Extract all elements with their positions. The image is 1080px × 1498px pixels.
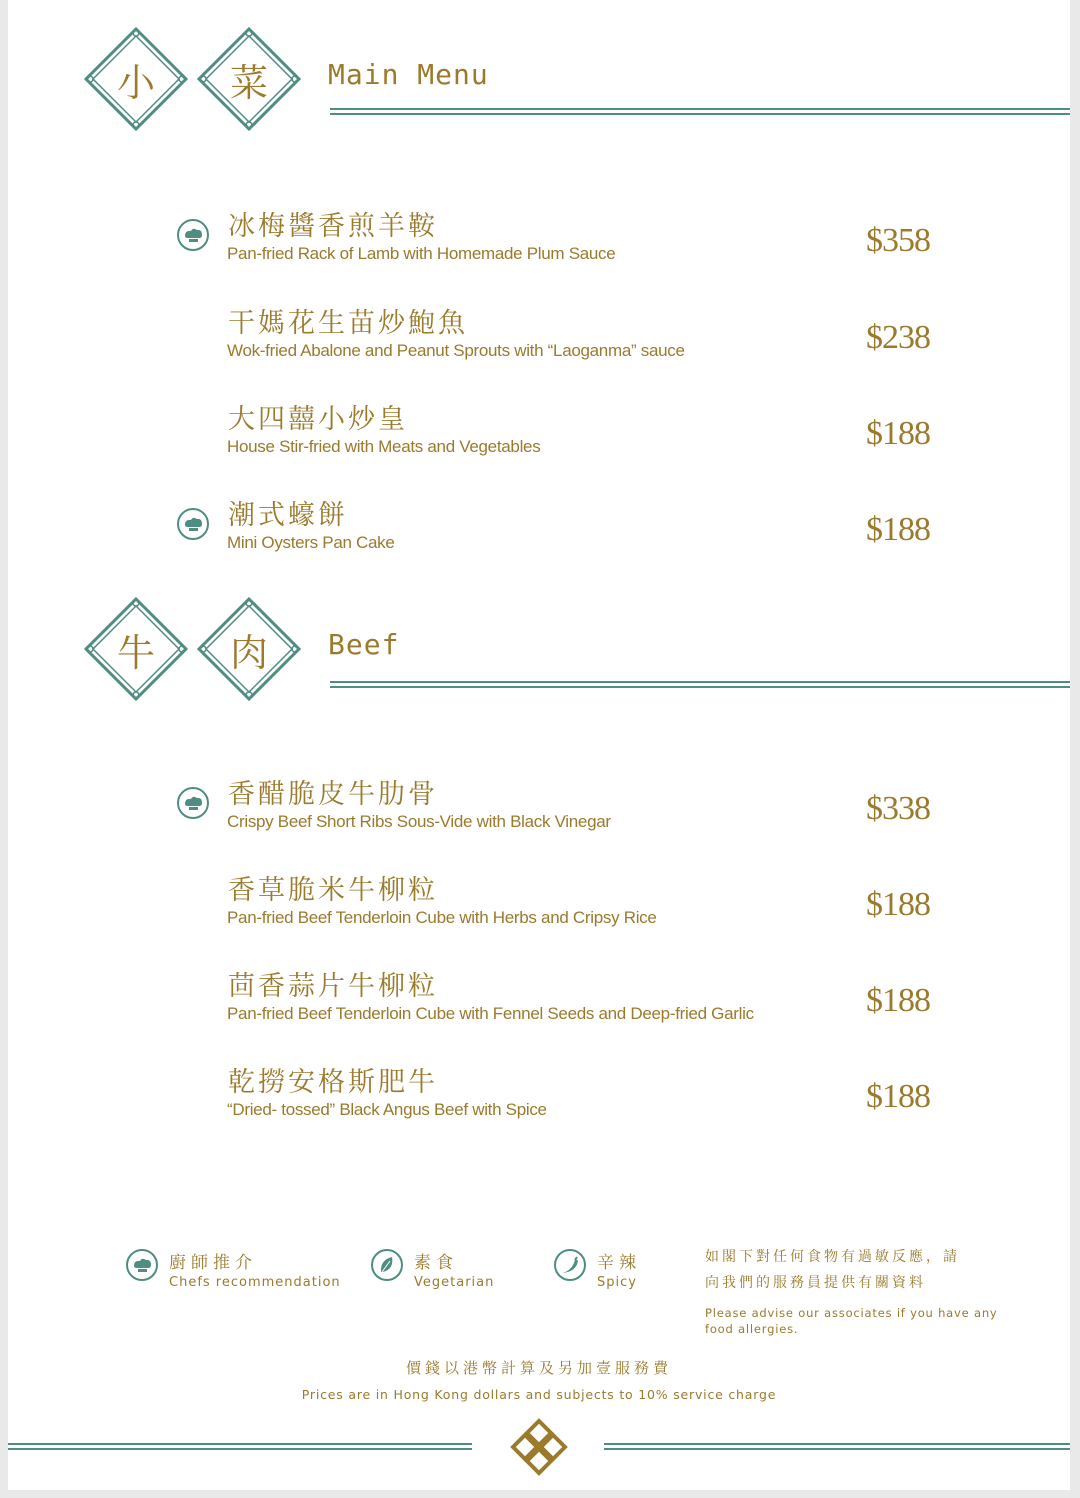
dish-name-zh: 干媽花生苗炒鮑魚 (228, 308, 468, 339)
section-title: Beef (328, 628, 400, 661)
dish-name-en: Pan-fried Rack of Lamb with Homemade Plum Sauce (227, 244, 616, 263)
allergy-zh-line2: 向我們的服務員提供有關資料 (705, 1275, 926, 1291)
chef-hat-icon (176, 507, 210, 541)
legend-label-zh: 素食 (414, 1253, 458, 1273)
dish-price: $188 (866, 415, 930, 452)
allergy-en-line1: Please advise our associates if you have any (705, 1306, 998, 1320)
chef-hat-icon (176, 218, 210, 252)
dish-name-zh: 潮式蠔餅 (228, 500, 348, 531)
price-note-en: Prices are in Hong Kong dollars and subjects to 10% service charge (301, 1387, 777, 1402)
dish-price: $188 (866, 886, 930, 923)
legend-label-en: Spicy (597, 1275, 637, 1290)
section-char-badge (84, 27, 188, 131)
dish-name-zh: 茴香蒜片牛柳粒 (228, 971, 438, 1002)
menu-item (8, 493, 1070, 573)
dish-name-zh: 大四囍小炒皇 (228, 404, 408, 435)
menu-item (8, 868, 1070, 948)
allergy-en-line2: food allergies. (705, 1322, 799, 1336)
section-char-badge (84, 597, 188, 701)
section-char-badge (197, 597, 301, 701)
price-note-zh: 價錢以港幣計算及另加壹服務費 (405, 1359, 672, 1377)
chef-hat-icon (125, 1248, 159, 1282)
section-char: 肉 (229, 630, 268, 675)
dish-name-en: Wok-fried Abalone and Peanut Sprouts with “Laoganma” sauce (227, 341, 685, 360)
menu-item (8, 772, 1070, 852)
dish-name-en: Pan-fried Beef Tenderloin Cube with Herbs and Cripsy Rice (227, 908, 657, 927)
endless-knot-icon (507, 1417, 571, 1477)
menu-item (8, 397, 1070, 477)
dish-name-zh: 冰梅醬香煎羊鞍 (228, 211, 438, 242)
dish-name-en: House Stir-fried with Meats and Vegetables (227, 437, 541, 456)
legend-label-en: Vegetarian (414, 1275, 495, 1290)
dish-name-en: Pan-fried Beef Tenderloin Cube with Fennel Seeds and Deep-fried Garlic (227, 1004, 754, 1023)
menu-item (8, 964, 1070, 1044)
dish-name-zh: 香草脆米牛柳粒 (228, 875, 438, 906)
chef-hat-icon (176, 786, 210, 820)
dish-price: $358 (866, 222, 930, 259)
footer-divider-left (8, 1443, 472, 1451)
dish-name-zh: 乾撈安格斯肥牛 (228, 1067, 438, 1098)
menu-item (8, 1060, 1070, 1140)
section-title: Main Menu (328, 58, 489, 91)
section-char: 菜 (229, 60, 268, 105)
section-divider (330, 681, 1070, 689)
dish-price: $188 (866, 511, 930, 548)
dish-price: $238 (866, 319, 930, 356)
dish-name-en: “Dried- tossed” Black Angus Beef with Spice (227, 1100, 547, 1119)
section-divider (330, 108, 1070, 116)
leaf-icon (370, 1248, 404, 1282)
footer-divider-right (604, 1443, 1070, 1451)
chili-icon (553, 1248, 587, 1282)
menu-page (8, 0, 1070, 1490)
dish-name-en: Mini Oysters Pan Cake (227, 533, 395, 552)
allergy-note (705, 1246, 1025, 1336)
legend-spicy (597, 1248, 641, 1290)
dish-price: $338 (866, 790, 930, 827)
legend-label-zh: 廚師推介 (169, 1253, 257, 1273)
menu-item (8, 301, 1070, 381)
section-char: 小 (116, 60, 155, 105)
legend-label-en: Chefs recommendation (169, 1275, 341, 1290)
section-char: 牛 (116, 630, 155, 675)
legend-chef (169, 1248, 341, 1290)
legend-label-zh: 辛辣 (597, 1253, 641, 1273)
menu-item (8, 204, 1070, 284)
dish-price: $188 (866, 1078, 930, 1115)
dish-name-zh: 香醋脆皮牛肋骨 (228, 779, 438, 810)
allergy-zh-line1: 如閣下對任何食物有過敏反應，請 (705, 1249, 960, 1265)
dish-price: $188 (866, 982, 930, 1019)
dish-name-en: Crispy Beef Short Ribs Sous-Vide with Black Vinegar (227, 812, 611, 831)
legend-vegetarian (414, 1248, 494, 1290)
section-char-badge (197, 27, 301, 131)
